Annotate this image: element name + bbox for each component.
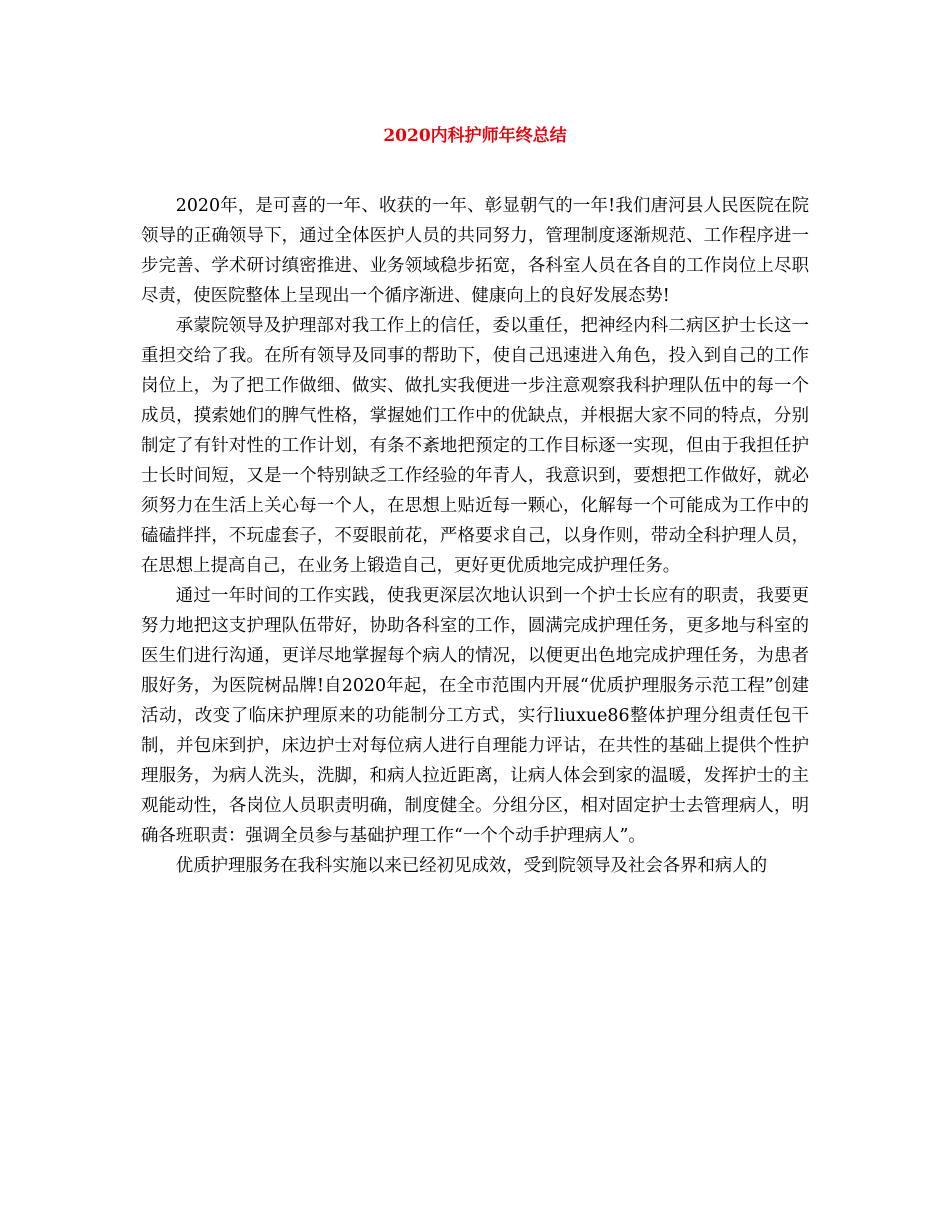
paragraph-2: 承蒙院领导及护理部对我工作上的信任，委以重任，把神经内科二病区护士长这一重担交给了我。在所有领导及同事的帮助下，使自己迅速进入角色，投入到自己的工作岗位上，为了把工作做细、做实、做扎实我便进一步注意观察我科护理队伍中的每一个成员，摸索她们的脾气性格，掌握她们工作中的优缺点，并根据大家不同的特点，分别制定了有针对性的工作计划，有条不紊地把预定的工作目标逐一实现，但由于我担任护士长时间短，又是一个特别缺乏工作经验的年青人，我意识到，要想把工作做好，就必须努力在生活上关心每一个人，在思想上贴近每一颗心，化解每一个可能成为工作中的磕磕拌拌，不玩虚套子，不耍眼前花，严格要求自己，以身作则，带动全科护理人员，在思想上提高自己，在业务上锻造自己，更好更优质地完成护理任务。: [141, 316, 809, 576]
document-body: [141, 191, 809, 881]
paragraph-1: 2020年，是可喜的一年、收获的一年、彰显朝气的一年!我们唐河县人民医院在院领导的正确领导下，通过全体医护人员的共同努力，管理制度逐渐规范、工作程序进一步完善、学术研讨缜密推进、业务领域稳步拓宽，各科室人员在各自的工作岗位上尽职尽责，使医院整体上呈现出一个循序渐进、健康向上的良好发展态势!: [141, 196, 809, 306]
document-title: 2020内科护师年终总结: [383, 126, 567, 146]
paragraph-3: 通过一年时间的工作实践，使我更深层次地认识到一个护士长应有的职责，我要更努力地把这支护理队伍带好，协助各科室的工作，圆满完成护理任务，更多地与科室的医生们进行沟通，更详尽地掌握每个病人的情况，以便更出色地完成护理任务，为患者服好务，为医院树品牌!自2020年起，在全市范围内开展“优质护理服务示范工程”创建活动，改变了临床护理原来的功能制分工方式，实行liuxue86整体护理分组责任包干制，并包床到护，床边护士对每位病人进行自理能力评诂，在共性的基础上提供个性护理服务，为病人洗头，洗脚，和病人拉近距离，让病人体会到家的温暖，发挥护士的主观能动性，各岗位人员职责明确，制度健全。分组分区，相对固定护士去管理病人，明确各班职责：强调全员参与基础护理工作“一个个动手护理病人”。: [141, 586, 809, 846]
paragraph-4: 优质护理服务在我科实施以来已经初见成效，受到院领导及社会各界和病人的: [175, 856, 768, 876]
